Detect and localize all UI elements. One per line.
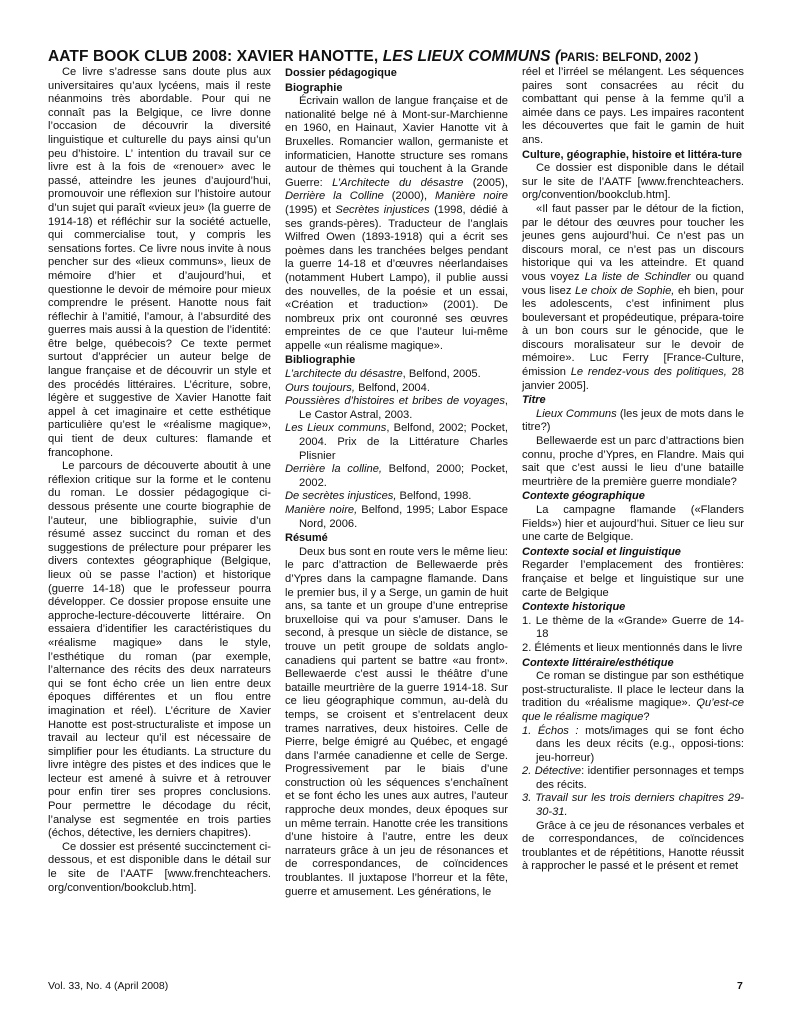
resume-continued: réel et l’irréel se mélangent. Les séquences paires sont consacrées au récit du combattant qui pense à la femme qu’il a aimée dans ce pays. Les impaires racontent les découvertes que fait le gamin de huit ans.	[522, 66, 744, 146]
bio-text-d: (1995) et	[285, 203, 336, 216]
heading-geographique: Contexte géographique	[522, 490, 645, 503]
bibliography-item	[285, 382, 508, 396]
geo-paragraph: La campagne flamande («Flanders Fields») hier et aujourd’hui. Situer ce lieu sur une carte de Belgique.	[522, 504, 744, 544]
bio-title-1: L’Architecte du désastre	[332, 176, 464, 189]
parcours-paragraph: Le parcours de découverte aboutit à une réflexion critique sur la forme et le contenu du roman. Le dossier pédagogique ci-dessous présente une courte biographie de l’auteur, une bibliographie, suivie d’un résumé assez succinct du roman et des suggestions de prélecture pour préparer les divers contextes géographique (Belgique, lieux où se passe l’action) et historique (guerre 14-18) que le professeur pourra développer. Ce dossier propose ensuite une approche-lecture-découverte littéraire. On essaiera d’identifier les caractéristiques du «réalisme magique» dans le style, l’esthétique du roman (par exemple, l’alternance des récits des deux narrateurs qui se font écho crée un lien entre deux époques différentes et un flou entre imagination et réel). L’écriture de Xavier Hanotte est post-structuraliste et impose un travail au lecteur qu’il est nécessaire de simplifier pour les étudiants. La structure du livre intègre des pistes et des indices que le lecteur est amené à suivre et à retrouver pour enfin tirer ses propres conclusions. Pour permettre le décodage du récit, l’analyse est segmentée en trois parties (échos, détective, les derniers chapitres).	[48, 460, 271, 840]
bio-title-3: Manière noire	[435, 190, 508, 203]
page-number: 7	[737, 980, 743, 992]
titre-paragraph	[522, 408, 744, 435]
quote-title-2: Le choix de Sophie,	[575, 284, 675, 297]
heading-biographie: Biographie	[285, 81, 343, 94]
bibliography-item	[285, 490, 508, 504]
column-2	[285, 66, 508, 899]
quote-text-c: eh bien, pour les adolescents, c’est infiniment plus bouleversant et propédeutique, prépara-toire à un bon cours sur le génocide, que le discours moralisateur sur le devoir de mémoire». Luc Ferry [France-Culture, émission	[522, 284, 744, 379]
bib-details: , Belfond, 2005.	[402, 368, 481, 381]
bio-title-4: Secrètes injustices	[335, 203, 430, 216]
bib-title: Manière noire,	[285, 504, 358, 516]
bib-details: , Le Castor Astral, 2003.	[299, 395, 508, 421]
culture-paragraph-1: Ce dossier est disponible dans le détail sur le site de l’AATF [www.frenchteachers. org/convention/bookclub.htm].	[522, 162, 744, 202]
list-item-title: 2. Détective	[522, 765, 582, 778]
list-item-text: : identifier personnages et temps des récits.	[536, 765, 744, 791]
heading-historique: Contexte historique	[522, 601, 626, 614]
bib-title: Derrière la colline,	[285, 463, 382, 476]
list-item	[522, 725, 744, 766]
title-paren: (	[550, 48, 561, 65]
bib-details: , Belfond, 2002; Pocket, 2004. Prix de la Littérature Charles Plisnier	[299, 422, 508, 462]
bibliography-item	[285, 422, 508, 463]
bio-text-b: (2005),	[463, 176, 508, 189]
list-item-title: 1. Échos :	[522, 724, 579, 737]
heading-titre: Titre	[522, 394, 546, 407]
closing-paragraph: Grâce à ce jeu de résonances verbales et de correspondances, de coïncidences troublantes et de répétitions, Hanotte réussit à rapprocher le passé et le présent et remet	[522, 819, 744, 873]
litt-text-a: Ce roman se distingue par son esthétique post-structuraliste. Il place le lecteur dans la tradition du «réalisme magique».	[522, 670, 744, 710]
bellewaerde-paragraph: Bellewaerde est un parc d’attractions bien connu, proche d’Ypres, en Flandre. Mais qui sait que c’est aussi le lieu d’une bataille meurtrière de la première guerre mondiale?	[522, 435, 744, 488]
quote-text-a: «Il faut passer par le détour de la fiction, par le détour des œuvres pour toucher les jeunes gens aujourd’hui. Ce n’est pas un discours moral, ce n’est pas un discours historique qui va les atteindre. Et quand vous voyez	[522, 202, 744, 283]
list-item-text: mots/images qui se font écho dans les deux récits (e.g., opposi-tions: jeu-horreur)	[536, 724, 744, 764]
list-item: 3. Travail sur les trois derniers chapitres 29-30-31.	[522, 792, 744, 819]
biography-paragraph	[285, 95, 508, 353]
titre-title: Lieux Communs	[536, 407, 617, 420]
dossier-paragraph: Ce dossier est présenté succinctement ci-dessous, et est disponible dans le détail sur le site de l’AATF [www.frenchteachers. org/convention/bookclub.htm].	[48, 840, 271, 894]
litt-paragraph	[522, 670, 744, 724]
footer-issue: Vol. 33, No. 4 (April 2008)	[48, 980, 169, 992]
resume-paragraph: Deux bus sont en route vers le même lieu: le parc d’attraction de Bellewaerde près d’Ypres dans la campagne flamande. Dans le premier bus, il y a Serge, un gamin de huit ans, sa tante et un groupe d’une entreprise bruxelloise qui va pour s’amuser. Dans le second, à presque un siècle de distance, se trouve un petit groupe de soldats anglo-canadiens qui partent se battre «au front». Bellewaerde c’est aussi le théâtre d’une bataille meurtrière de la guerre 1914-18. Sur ce lieu géographique commun, au-delà du temps, se croisent et s’entrelacent deux trames narratives, deux histoires. Celle de Pierre, belge émigré au Québec, et engagé dans l’armée canadienne et celle de Serge. Progressivement par le biais d’une construction où les séquences s’enchaînent et se font écho les unes aux autres, l’auteur rapproche deux mondes, deux époques sur un même terrain. Hanotte crée les transitions d’une histoire à l’autre, entre les deux narrateurs grâce à un jeu de résonances et de correspondances, de coïncidences troublantes. Il juxtapose l’horreur et la fête, guerre et amusement. Les générations, le	[285, 545, 508, 898]
bib-details: Belfond, 1998.	[396, 490, 472, 503]
list-item: 1. Le thème de la «Grande» Guerre de 14-18	[522, 614, 744, 641]
column-1	[48, 66, 271, 895]
bibliography-item	[285, 368, 508, 382]
titre-text: (les jeux de mots dans le titre?)	[522, 407, 744, 434]
bib-title: L’architecte du désastre	[285, 368, 403, 381]
column-3	[522, 66, 744, 874]
heading-bibliographie: Bibliographie	[285, 354, 356, 367]
heading-dossier: Dossier pédagogique	[285, 67, 397, 79]
social-paragraph: Regarder l’emplacement des frontières: française et belge et linguistique sur une carte de Belgique	[522, 559, 744, 599]
bio-text-a: Écrivain wallon de langue française et de nationalité belge né à Mont-sur-Marchienne en 1960, en Hainaut, Xavier Hanotte vit à Bruxelles. Romancier wallon, germaniste et informaticien, Hanotte structure ses romans autour de thèmes qui touchent à la Grande Guerre:	[285, 95, 508, 189]
bib-details: Belfond, 2004.	[354, 381, 430, 394]
article-title	[48, 48, 748, 66]
heading-culture: Culture, géographie, histoire et littéra-ture	[522, 148, 743, 161]
title-publisher: PARIS: BELFOND, 2002 )	[560, 52, 699, 64]
bibliography-item	[285, 504, 508, 531]
intro-paragraph: Ce livre s’adresse sans doute plus aux universitaires qu’aux lycéens, mais il reste néanmoins très abordable. Pour qui ne connaît pas la Belgique, ce livre donne l’occasion de découvrir la diversité linguistique et culturelle du pays ainsi qu’un peu d’histoire. L’ intention du travail sur ce livre est à la fois de «renouer» avec le passé, atteindre les jeunes d’aujourd’hui, promouvoir une réflexion sur l’histoire autour d’un sujet qui paraît «vieux jeu» (la guerre de 1914-18) et réfléchir sur la société actuelle, qui commercialise tout, y compris les sensations fortes. Ce livre nous invite à nous pencher sur des «lieux communs», lieux de mémoire d’hier et d’aujourd’hui, et questionne le devoir de mémoire pour mieux comprendre le présent. Hanotte nous fait réflechir à l’amitié, l’amour, à l’absurdité des guerres mais aussi à la question de l’identité: être belge, québecois? Ce texte permet surtout d’apprécier un auteur belge de langue française et de découvrir un style et des procédés littéraires. L’écriture, sobre, légère et suggestive de Xavier Hanotte fait appel à cet imaginaire et cette esthétique particulière qu’est le «réalisme magique», qui tient de deux cultures: flamande et francophone.	[48, 66, 271, 459]
quote-text-d: 28 janvier 2005].	[522, 366, 744, 392]
quote-title-3: Le rendez-vous des politiques,	[570, 366, 727, 379]
bib-title: Les Lieux communs	[285, 422, 387, 435]
heading-social: Contexte social et linguistique	[522, 545, 681, 558]
bibliography-item	[285, 395, 508, 422]
bib-title: De secrètes injustices,	[285, 490, 397, 503]
bib-title: Poussières d’histoires et bribes de voyages	[285, 395, 505, 408]
bib-details: Belfond, 2000; Pocket, 2002.	[299, 463, 508, 489]
title-main: AATF BOOK CLUB 2008: XAVIER HANOTTE,	[48, 48, 383, 65]
list-item	[522, 765, 744, 792]
litt-text-b: ?	[643, 710, 650, 723]
bio-title-2: Derrière la Colline	[285, 190, 384, 203]
quote-title-1: La liste de Schindler	[584, 270, 691, 283]
culture-quote-paragraph	[522, 203, 744, 393]
litt-question: Qu’est-ce que le réalisme magique	[522, 697, 744, 723]
bib-details: Belfond, 1995; Labor Espace Nord, 2006.	[299, 504, 508, 530]
heading-resume: Résumé	[285, 532, 328, 545]
bib-title: Ours toujours,	[285, 381, 355, 394]
title-book: LES LIEUX COMMUNS	[382, 48, 551, 65]
heading-litteraire: Contexte littéraire/esthétique	[522, 656, 674, 669]
quote-text-b: ou quand vous lisez	[522, 270, 745, 297]
list-item: 2. Éléments et lieux mentionnés dans le livre	[522, 641, 743, 654]
bio-text-e: (1998, dédié à ses grands-pères). Traducteur de l’anglais Wilfred Owen (1893-1918) qui a écrit ses poèmes dans les tranchées belges pendant la guerre 14-18 et d’œuvres néerlandaises (notamment Hubert Lampo), il publie aussi des nouvelles, de la poésie et un essai, «Création et traduction» (2001). De nombreux prix ont couronné ses œuvres empreintes de ce que l’auteur lui-même appelle «un réalisme magique».	[285, 203, 508, 352]
bibliography-item	[285, 463, 508, 490]
bio-text-c: (2000),	[383, 190, 436, 203]
